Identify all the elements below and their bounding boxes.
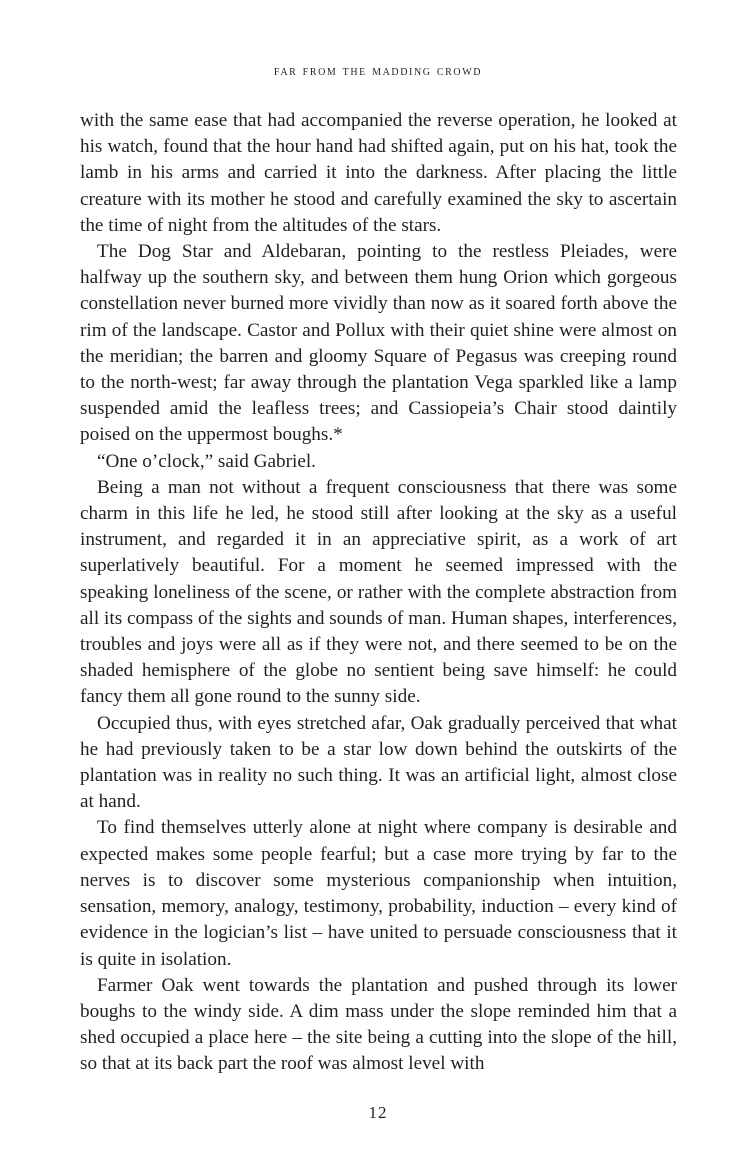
paragraph: The Dog Star and Aldebaran, pointing to the restless Pleiades, were halfway up the southern sky, and between them hung Orion which gorgeous constellation never burned more vividly than now as it soared forth above the rim of the landscape. Castor and Pollux with their quiet shine were almost on the meridian; the barren and gloomy Square of Pegasus was creeping round to the north-west; far away through the plantation Vega sparkled like a lamp suspended amid the leafless trees; and Cassiopeia’s Chair stood daintily poised on the uppermost boughs.* bbox=[80, 241, 677, 446]
paragraph: Occupied thus, with eyes stretched afar, Oak gradually perceived that what he had previously taken to be a star low down behind the outskirts of the plantation was in reality no such thing. It was an artificial light, almost close at hand. bbox=[80, 712, 677, 813]
paragraph: with the same ease that had accompanied the reverse operation, he looked at his watch, found that the hour hand had shifted again, put on his hat, took the lamb in his arms and carried it into the darkness. After placing the little creature with its mother he stood and carefully examined the sky to ascertain the time of night from the altitudes of the stars. bbox=[80, 110, 677, 236]
body-text bbox=[80, 108, 677, 1078]
page-number: 12 bbox=[368, 1103, 388, 1122]
paragraph: Being a man not without a frequent consciousness that there was some charm in this life he led, he stood still after looking at the sky as a useful instrument, and regarded it in an appreciative spirit, as a work of art superlatively beautiful. For a moment he seemed impressed with the speaking loneliness of the scene, or rather with the complete abstraction from all its compass of the sights and sounds of man. Human shapes, interferences, troubles and joys were all as if they were not, and there seemed to be on the shaded hemisphere of the globe no sentient being save himself: he could fancy them all gone round to the sunny side. bbox=[80, 476, 677, 708]
paragraph: To find themselves utterly alone at night where company is desirable and expected makes some people fearful; but a case more trying by far to the nerves is to discover some mysterious companionship when intuition, sensation, memory, analogy, testimony, probability, induction – every kind of evidence in the logician’s list – have united to persuade consciousness that it is quite in isolation. bbox=[80, 817, 677, 970]
running-head: far from the madding crowd bbox=[273, 63, 483, 79]
paragraph: Farmer Oak went towards the plantation and pushed through its lower boughs to the windy side. A dim mass under the slope reminded him that a shed occupied a place here – the site being a cutting into the slope of the hill, so that at its back part the roof was almost level with bbox=[80, 974, 677, 1075]
paragraph: “One o’clock,” said Gabriel. bbox=[97, 450, 316, 472]
